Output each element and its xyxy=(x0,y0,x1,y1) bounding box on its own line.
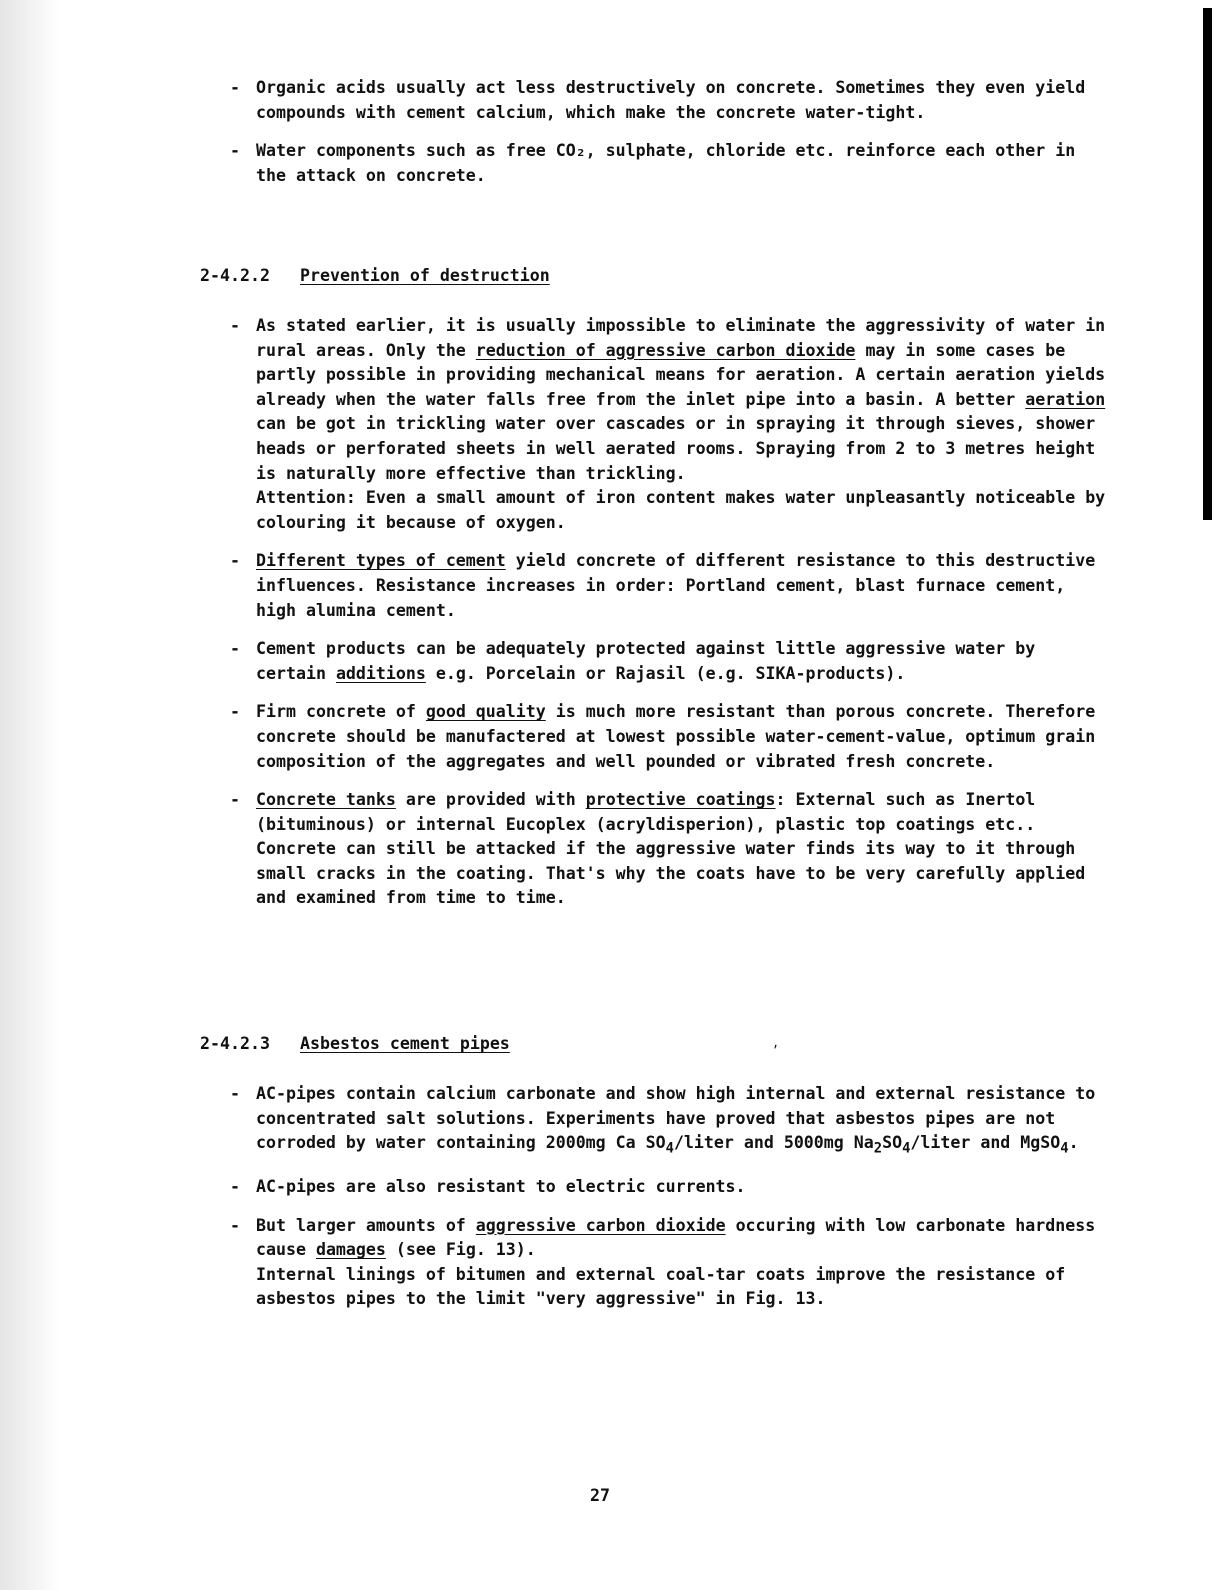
asbestos-bullet-list xyxy=(230,1082,1110,1326)
bullet-text: (see Fig. 13). xyxy=(395,1240,536,1260)
bullet-dash: - xyxy=(230,1215,240,1235)
bullet-text: Firm concrete of xyxy=(256,702,416,722)
bullet-text: : External such as Inertol (bituminous) or internal Eucoplex (acryldisperion), plastic top coatings etc.. Concrete can still be attacked if the aggressive water finds its way to it through small cracks in the coating. That's why the coats have to be very carefully applied and examined from time to time. xyxy=(256,790,1086,908)
bullet-dash: - xyxy=(230,639,240,659)
underlined-term: Concrete tanks xyxy=(256,790,396,810)
subscript: 4 xyxy=(902,1140,911,1157)
underlined-term: damages xyxy=(315,1240,386,1260)
list-item xyxy=(230,700,1110,774)
bullet-text: can be got in trickling water over cascades or in spraying it through sieves, shower heads or perforated sheets in well aerated rooms. Spraying from 2 to 3 metres height is naturally more effective than trickling. xyxy=(256,414,1096,483)
bullet-dash: - xyxy=(230,141,240,161)
bullet-text: is much more resistant than porous concrete. Therefore concrete should be manufactered at lowest possible water-cement-value, optimum grain composition of the aggregates and well pounded or vibrated fresh concrete. xyxy=(256,702,1096,771)
bullet-text: As stated earlier, it is usually impossible to eliminate the aggressivity of water in rural areas. Only the xyxy=(256,316,1106,360)
bullet-text: are provided with xyxy=(405,790,576,810)
bullet-dash: - xyxy=(230,551,240,571)
bullet-dash: - xyxy=(230,1177,240,1197)
attention-note: Attention: Even a small amount of iron content makes water unpleasantly noticeable by colouring it because of oxygen. xyxy=(256,488,1106,532)
list-item xyxy=(230,788,1110,911)
bullet-dash: - xyxy=(230,316,240,335)
section-number: 2-4.2.3 xyxy=(200,1034,270,1053)
underlined-term: reduction of aggressive carbon dioxide xyxy=(475,340,856,360)
list-item xyxy=(230,1175,1110,1200)
bullet-text: /liter and 5000mg Na xyxy=(673,1133,874,1153)
subscript: 2 xyxy=(873,1140,883,1157)
section-heading-asbestos xyxy=(200,1032,510,1056)
bullet-dash: - xyxy=(230,78,240,97)
list-item xyxy=(230,139,1110,188)
section-title: Asbestos cement pipes xyxy=(300,1034,510,1053)
list-item xyxy=(230,314,1110,535)
prevention-bullet-list xyxy=(230,314,1110,925)
bullet-text: But larger amounts of xyxy=(256,1215,466,1235)
bullet-text: AC-pipes are also resistant to electric currents. xyxy=(256,1177,746,1197)
page-number: 27 xyxy=(590,1486,610,1505)
list-item xyxy=(230,1214,1110,1312)
section-heading-prevention xyxy=(200,264,550,288)
bullet-dash: - xyxy=(230,702,240,722)
stray-scan-mark: , xyxy=(772,1036,780,1050)
bullet-dash: - xyxy=(230,1084,240,1103)
bullet-text: SO xyxy=(882,1133,903,1153)
underlined-term: aggressive carbon dioxide xyxy=(475,1215,726,1235)
bullet-text: Organic acids usually act less destructively on concrete. Sometimes they even yield compounds with cement calcium, which make the concrete water-tight. xyxy=(256,78,1086,122)
subscript: 4 xyxy=(1060,1140,1069,1157)
bullet-text: may in some cases be partly possible in providing mechanical means for aeration. A certain aeration yields already when the water falls free from the inlet pipe into a basin. A better xyxy=(256,340,1106,409)
underlined-term: aeration xyxy=(1025,389,1106,409)
intro-bullet-list xyxy=(230,76,1110,202)
bullet-text: AC-pipes contain calcium carbonate and show high internal and external resistance to concentrated salt solutions. Experiments have proved that asbestos pipes are not corroded by water containing 2000mg Ca SO xyxy=(256,1084,1096,1153)
underlined-term: good quality xyxy=(425,702,546,722)
bullet-text: e.g. Porcelain or Rajasil (e.g. SIKA-products). xyxy=(435,663,906,683)
underlined-term: Different types of cement xyxy=(256,551,506,571)
bullet-text: occuring with low carbonate hardness cause xyxy=(256,1215,1096,1260)
list-item xyxy=(230,549,1110,623)
bullet-text: Cement products can be adequately protected against little aggressive water by certain xyxy=(256,639,1036,683)
underlined-term: additions xyxy=(335,663,426,683)
list-item xyxy=(230,637,1110,686)
subscript: 4 xyxy=(665,1140,674,1157)
bullet-text: yield concrete of different resistance to this destructive influences. Resistance increases in order: Portland cement, blast furnace cement, high alumina cement. xyxy=(256,551,1096,620)
underlined-term: protective coatings xyxy=(585,790,776,810)
bullet-text: Water components such as free CO₂, sulphate, chloride etc. reinforce each other in the attack on concrete. xyxy=(256,141,1076,185)
bullet-text: Internal linings of bitumen and external coal-tar coats improve the resistance of asbestos pipes to the limit "very aggressive" in Fig. 13. xyxy=(256,1264,1066,1309)
bullet-text: . xyxy=(1068,1133,1079,1153)
bullet-text: /liter and MgSO xyxy=(910,1133,1061,1153)
list-item xyxy=(230,76,1110,125)
list-item xyxy=(230,1082,1110,1161)
section-title: Prevention of destruction xyxy=(300,266,550,285)
bullet-dash: - xyxy=(230,790,240,810)
section-number: 2-4.2.2 xyxy=(200,266,270,285)
